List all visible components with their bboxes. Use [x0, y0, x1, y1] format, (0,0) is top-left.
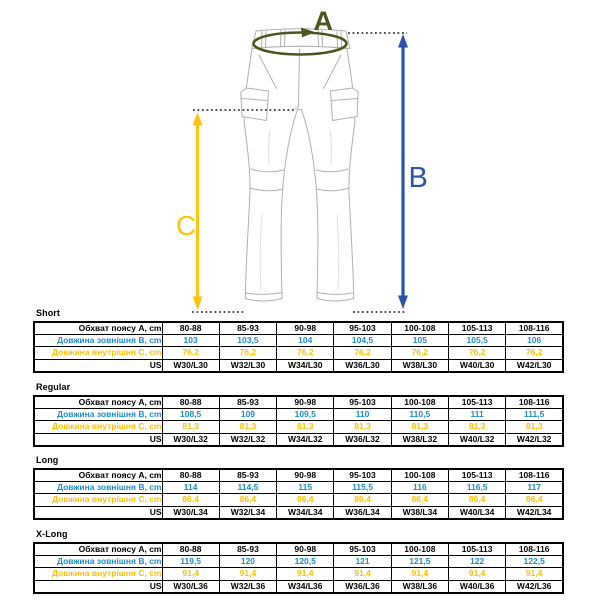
measure-c-arrowhead-top-icon — [193, 112, 203, 126]
section-title: Regular — [36, 382, 71, 392]
table-row-inner-length — [34, 347, 563, 359]
row-label-us-size: US — [34, 506, 162, 519]
cell-us-size: W40/L30 — [448, 359, 505, 372]
cell-waist-range: 100-108 — [391, 543, 448, 556]
cell-inner-length: 91,4 — [219, 568, 276, 580]
cell-waist-range: 105-113 — [448, 469, 505, 482]
cell-inner-length: 76,2 — [391, 347, 448, 359]
row-label-inner-length: Довжина внутрішня C, cm — [34, 347, 162, 359]
section-title: Long — [36, 455, 59, 465]
cell-inner-length: 76,2 — [334, 347, 391, 359]
cell-outer-length: 120 — [219, 556, 276, 568]
measure-b-group — [398, 34, 428, 309]
cell-waist-range: 90-98 — [277, 469, 334, 482]
cell-us-size: W30/L32 — [162, 433, 219, 446]
cell-waist-range: 108-116 — [506, 469, 563, 482]
cell-inner-length: 81,3 — [448, 421, 505, 433]
cell-waist-range: 105-113 — [448, 322, 505, 335]
cell-us-size: W30/L30 — [162, 359, 219, 372]
cell-outer-length: 115,5 — [334, 482, 391, 494]
table-row-waist-range — [34, 396, 563, 409]
row-label-waist-range: Обхват поясу A, cm — [34, 469, 162, 482]
cell-outer-length: 119,5 — [162, 556, 219, 568]
table-row-inner-length — [34, 421, 563, 433]
cell-waist-range: 90-98 — [277, 543, 334, 556]
cell-us-size: W32/L36 — [219, 580, 276, 593]
cell-inner-length: 81,3 — [219, 421, 276, 433]
cell-us-size: W42/L36 — [506, 580, 563, 593]
size-section-regular — [33, 383, 562, 447]
cell-outer-length: 103 — [162, 335, 219, 347]
cell-outer-length: 122 — [448, 556, 505, 568]
table-row-us-size — [34, 359, 563, 372]
cell-waist-range: 100-108 — [391, 322, 448, 335]
cell-us-size: W40/L34 — [448, 506, 505, 519]
table-row-us-size — [34, 506, 563, 519]
cell-us-size: W30/L36 — [162, 580, 219, 593]
cell-us-size: W36/L34 — [334, 506, 391, 519]
size-section-x-long — [33, 530, 562, 594]
cell-waist-range: 95-103 — [334, 543, 391, 556]
cell-outer-length: 120,5 — [277, 556, 334, 568]
section-title: Short — [36, 308, 60, 318]
cell-inner-length: 86,4 — [448, 494, 505, 506]
table-row-us-size — [34, 433, 563, 446]
cell-outer-length: 104 — [277, 335, 334, 347]
cell-waist-range: 85-93 — [219, 543, 276, 556]
cell-waist-range: 108-116 — [506, 396, 563, 409]
cell-waist-range: 105-113 — [448, 543, 505, 556]
cell-us-size: W36/L36 — [334, 580, 391, 593]
cell-outer-length: 111 — [448, 409, 505, 421]
cell-inner-length: 91,4 — [391, 568, 448, 580]
cell-us-size: W34/L32 — [277, 433, 334, 446]
cell-us-size: W34/L36 — [277, 580, 334, 593]
row-label-waist-range: Обхват поясу A, cm — [34, 322, 162, 335]
cell-waist-range: 95-103 — [334, 322, 391, 335]
cell-inner-length: 81,3 — [391, 421, 448, 433]
measure-b-label: B — [408, 162, 428, 194]
table-row-outer-length — [34, 335, 563, 347]
size-table-regular — [33, 395, 564, 447]
cell-outer-length: 116,5 — [448, 482, 505, 494]
cell-outer-length: 116 — [391, 482, 448, 494]
cell-outer-length: 110,5 — [391, 409, 448, 421]
cell-us-size: W42/L34 — [506, 506, 563, 519]
cell-outer-length: 114 — [162, 482, 219, 494]
cell-inner-length: 86,4 — [506, 494, 563, 506]
row-label-outer-length: Довжина зовнішня B, cm — [34, 556, 162, 568]
table-row-waist-range — [34, 469, 563, 482]
measure-b-arrowhead-top-icon — [398, 34, 408, 48]
cell-outer-length: 121,5 — [391, 556, 448, 568]
table-row-inner-length — [34, 568, 563, 580]
cell-inner-length: 76,2 — [506, 347, 563, 359]
cell-outer-length: 103,5 — [219, 335, 276, 347]
cell-inner-length: 86,4 — [219, 494, 276, 506]
cell-outer-length: 104,5 — [334, 335, 391, 347]
cell-outer-length: 106 — [506, 335, 563, 347]
row-label-us-size: US — [34, 433, 162, 446]
cell-waist-range: 85-93 — [219, 322, 276, 335]
cell-us-size: W38/L32 — [391, 433, 448, 446]
row-label-inner-length: Довжина внутрішня C, cm — [34, 568, 162, 580]
cell-outer-length: 110 — [334, 409, 391, 421]
cell-outer-length: 121 — [334, 556, 391, 568]
cell-outer-length: 117 — [506, 482, 563, 494]
row-label-us-size: US — [34, 359, 162, 372]
table-row-waist-range — [34, 543, 563, 556]
cell-inner-length: 81,3 — [277, 421, 334, 433]
cell-outer-length: 111,5 — [506, 409, 563, 421]
cell-inner-length: 91,4 — [277, 568, 334, 580]
cell-us-size: W32/L34 — [219, 506, 276, 519]
cell-outer-length: 109,5 — [277, 409, 334, 421]
table-row-outer-length — [34, 482, 563, 494]
cell-waist-range: 105-113 — [448, 396, 505, 409]
cell-waist-range: 100-108 — [391, 396, 448, 409]
cell-inner-length: 81,3 — [162, 421, 219, 433]
cell-us-size: W42/L32 — [506, 433, 563, 446]
cell-us-size: W30/L34 — [162, 506, 219, 519]
cell-us-size: W36/L30 — [334, 359, 391, 372]
cell-waist-range: 108-116 — [506, 543, 563, 556]
cell-inner-length: 86,4 — [334, 494, 391, 506]
cell-waist-range: 108-116 — [506, 322, 563, 335]
table-row-us-size — [34, 580, 563, 593]
cell-waist-range: 80-88 — [162, 396, 219, 409]
cell-outer-length: 115 — [277, 482, 334, 494]
measure-a-label: A — [313, 6, 333, 36]
cell-inner-length: 91,4 — [334, 568, 391, 580]
cell-waist-range: 95-103 — [334, 396, 391, 409]
cell-inner-length: 91,4 — [506, 568, 563, 580]
cell-waist-range: 95-103 — [334, 469, 391, 482]
measure-c-group — [176, 112, 203, 310]
size-section-short — [33, 309, 562, 373]
section-title: X-Long — [36, 529, 68, 539]
cell-inner-length: 76,2 — [219, 347, 276, 359]
cell-us-size: W34/L34 — [277, 506, 334, 519]
cell-outer-length: 108,5 — [162, 409, 219, 421]
row-label-inner-length: Довжина внутрішня C, cm — [34, 421, 162, 433]
cell-waist-range: 80-88 — [162, 322, 219, 335]
cell-inner-length: 91,4 — [162, 568, 219, 580]
pants-drawing — [241, 29, 358, 301]
cell-us-size: W32/L30 — [219, 359, 276, 372]
table-row-waist-range — [34, 322, 563, 335]
table-row-inner-length — [34, 494, 563, 506]
size-table-long — [33, 468, 564, 520]
cell-inner-length: 81,3 — [506, 421, 563, 433]
cell-outer-length: 105 — [391, 335, 448, 347]
cell-inner-length: 76,2 — [448, 347, 505, 359]
cell-us-size: W36/L32 — [334, 433, 391, 446]
cell-us-size: W40/L36 — [448, 580, 505, 593]
size-table-short — [33, 321, 564, 373]
table-row-outer-length — [34, 556, 563, 568]
measure-c-label: C — [176, 210, 197, 241]
cell-outer-length: 122,5 — [506, 556, 563, 568]
cell-inner-length: 76,2 — [277, 347, 334, 359]
table-row-outer-length — [34, 409, 563, 421]
cell-waist-range: 80-88 — [162, 543, 219, 556]
row-label-waist-range: Обхват поясу A, cm — [34, 396, 162, 409]
cell-outer-length: 105,5 — [448, 335, 505, 347]
size-table-x-long — [33, 542, 564, 594]
row-label-outer-length: Довжина зовнішня B, cm — [34, 482, 162, 494]
cell-waist-range: 90-98 — [277, 396, 334, 409]
cell-us-size: W40/L32 — [448, 433, 505, 446]
cell-inner-length: 86,4 — [277, 494, 334, 506]
cell-inner-length: 91,4 — [448, 568, 505, 580]
cell-outer-length: 109 — [219, 409, 276, 421]
cell-us-size: W38/L34 — [391, 506, 448, 519]
cell-waist-range: 100-108 — [391, 469, 448, 482]
cell-us-size: W32/L32 — [219, 433, 276, 446]
measure-c-arrowhead-bottom-icon — [193, 297, 203, 311]
cell-us-size: W42/L30 — [506, 359, 563, 372]
cell-us-size: W34/L30 — [277, 359, 334, 372]
row-label-outer-length: Довжина зовнішня B, cm — [34, 409, 162, 421]
cell-waist-range: 85-93 — [219, 396, 276, 409]
cell-waist-range: 80-88 — [162, 469, 219, 482]
cell-waist-range: 90-98 — [277, 322, 334, 335]
row-label-waist-range: Обхват поясу A, cm — [34, 543, 162, 556]
cell-inner-length: 86,4 — [162, 494, 219, 506]
cell-waist-range: 85-93 — [219, 469, 276, 482]
cell-inner-length: 81,3 — [334, 421, 391, 433]
row-label-inner-length: Довжина внутрішня C, cm — [34, 494, 162, 506]
measure-b-arrowhead-bottom-icon — [398, 296, 408, 310]
row-label-outer-length: Довжина зовнішня B, cm — [34, 335, 162, 347]
cell-us-size: W38/L30 — [391, 359, 448, 372]
cell-us-size: W38/L36 — [391, 580, 448, 593]
cell-inner-length: 86,4 — [391, 494, 448, 506]
row-label-us-size: US — [34, 580, 162, 593]
cell-inner-length: 76,2 — [162, 347, 219, 359]
cell-outer-length: 114,5 — [219, 482, 276, 494]
size-section-long — [33, 456, 562, 520]
